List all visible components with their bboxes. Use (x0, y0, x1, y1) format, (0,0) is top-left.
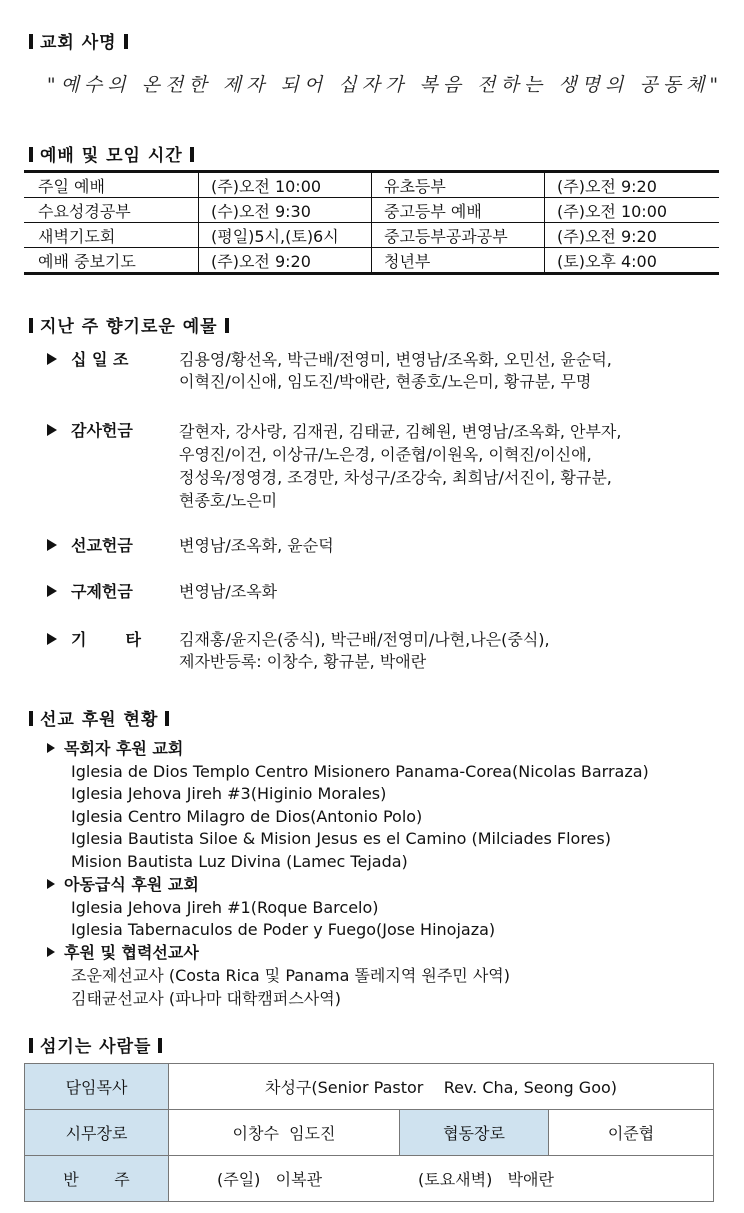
worship-schedule-table (24, 170, 719, 275)
triangle-bullet-icon (47, 947, 55, 957)
missions-heading-text: 선교 후원 현황 (40, 710, 159, 730)
servants-table (24, 1063, 714, 1202)
offering-names (179, 629, 719, 673)
heading-bar (158, 1038, 162, 1053)
offering-label: 구제헌금 (71, 582, 133, 601)
list-item: Iglesia Tabernaculos de Poder y Fuego(Jose Hinojaza) (71, 920, 496, 939)
offering-label: 감사헌금 (71, 421, 133, 440)
accompanist-sunday: (주일) 이복관 (217, 1170, 323, 1189)
offering-names-line: 제자반등록: 이창수, 황규분, 박애란 (179, 652, 427, 671)
service-name: 중고등부공과공부 (372, 223, 545, 248)
list-item: Iglesia Jehova Jireh #1(Roque Barcelo) (71, 898, 379, 917)
service-name: 수요성경공부 (24, 198, 199, 223)
offering-relief (47, 581, 278, 603)
missions-group-heading (47, 942, 199, 964)
worship-heading (29, 141, 194, 166)
triangle-bullet-icon (47, 633, 57, 645)
offering-names-line: 변영남/조옥화 (179, 582, 278, 601)
accompanist-value (169, 1156, 714, 1202)
missions-group-label: 목회자 후원 교회 (64, 739, 184, 758)
offering-tithe (47, 349, 612, 391)
service-time: (주)오전 10:00 (545, 198, 720, 223)
list-item: Mision Bautista Luz Divina (Lamec Tejada) (71, 852, 408, 871)
offering-names (179, 581, 719, 603)
missions-heading (29, 705, 169, 730)
mission-heading-text: 교회 사명 (40, 33, 117, 53)
offering-names-line: 현종호/노은미 (179, 491, 278, 510)
offering-names-line: 우영진/이건, 이상규/노은경, 이준협/이원옥, 이혁진/이신애, (179, 445, 592, 464)
accompanist-label: 반 주 (25, 1156, 169, 1202)
triangle-bullet-icon (47, 353, 57, 365)
servants-heading-text: 섬기는 사람들 (40, 1037, 152, 1057)
table-row (24, 223, 719, 248)
worship-heading-text: 예배 및 모임 시간 (40, 146, 183, 166)
missions-group-heading (47, 738, 183, 760)
list-item: Iglesia Centro Milagro de Dios(Antonio Polo) (71, 807, 423, 826)
associate-elder-value: 이준협 (549, 1110, 714, 1156)
elders-label: 시무장로 (25, 1110, 169, 1156)
offering-names (179, 420, 719, 512)
senior-pastor-value: 차성구(Senior Pastor Rev. Cha, Seong Goo) (169, 1064, 714, 1110)
heading-bar (29, 1038, 33, 1053)
heading-bar (124, 34, 128, 49)
offering-names-line: 김재홍/윤지은(중식), 박근배/전영미/나현,나은(중식), (179, 630, 550, 649)
elders-value: 이창수 임도진 (169, 1110, 400, 1156)
heading-bar (165, 711, 169, 726)
associate-elder-label: 협동장로 (400, 1110, 549, 1156)
heading-bar (29, 711, 33, 726)
table-row (24, 198, 719, 223)
triangle-bullet-icon (47, 585, 57, 597)
service-name: 청년부 (372, 248, 545, 274)
offering-names-line: 갈현자, 강사랑, 김재권, 김태균, 김혜원, 변영남/조옥화, 안부자, (179, 422, 622, 441)
offering-label: 기 타 (71, 630, 141, 649)
heading-bar (190, 147, 194, 162)
service-time: (평일)5시,(토)6시 (199, 223, 372, 248)
service-time: (토)오후 4:00 (557, 251, 657, 271)
offerings-heading (29, 312, 229, 337)
offerings-heading-text: 지난 주 향기로운 예물 (40, 317, 218, 337)
triangle-bullet-icon (47, 879, 55, 889)
triangle-bullet-icon (47, 424, 57, 436)
table-row (24, 248, 719, 274)
service-name: 주일 예배 (24, 172, 199, 198)
offering-missions (47, 535, 334, 557)
service-name: 유초등부 (372, 172, 545, 198)
service-name: 새벽기도회 (24, 223, 199, 248)
servants-heading (29, 1032, 162, 1057)
list-item: Iglesia Jehova Jireh #3(Higinio Morales) (71, 784, 387, 803)
service-time: (주)오전 9:20 (199, 248, 372, 274)
offering-thanksgiving (47, 420, 622, 510)
offering-names-line: 김용영/황선옥, 박근배/전영미, 변영남/조옥화, 오민선, 윤순덕, (179, 350, 612, 369)
heading-bar (29, 34, 33, 49)
missions-group-label: 아동급식 후원 교회 (64, 875, 199, 894)
table-row (24, 172, 719, 198)
offering-names-line: 정성욱/정영경, 조경만, 차성구/조강숙, 최희남/서진이, 황규분, (179, 468, 612, 487)
table-row (25, 1110, 714, 1156)
service-name: 예배 중보기도 (24, 248, 199, 274)
offering-other (47, 629, 550, 671)
offering-label: 십 일 조 (71, 350, 129, 369)
list-item: Iglesia Bautista Siloe & Mision Jesus es el Camino (Milciades Flores) (71, 829, 611, 848)
mission-heading (29, 28, 128, 53)
heading-bar (225, 318, 229, 333)
missions-group-label: 후원 및 협력선교사 (64, 943, 199, 962)
triangle-bullet-icon (47, 743, 55, 753)
heading-bar (29, 318, 33, 333)
service-time: (수)오전 9:30 (199, 198, 372, 223)
table-row (25, 1156, 714, 1202)
accompanist-saturday: (토요새벽) 박애란 (418, 1170, 554, 1189)
mission-statement: "예수의 온전한 제자 되어 십자가 복음 전하는 생명의 공동체" (46, 74, 724, 96)
offering-names-line: 이혁진/이신애, 임도진/박애란, 현종호/노은미, 황규분, 무명 (179, 372, 592, 391)
missions-group-heading (47, 874, 199, 896)
offering-names (179, 535, 719, 557)
list-item: Iglesia de Dios Templo Centro Misionero Panama-Corea(Nicolas Barraza) (71, 762, 649, 781)
service-time: (주)오전 9:20 (545, 172, 720, 198)
service-time: (주)오전 9:20 (545, 223, 720, 248)
list-item: 김태균선교사 (파나마 대학캠퍼스사역) (71, 989, 341, 1008)
list-item: 조운제선교사 (Costa Rica 및 Panama 똘레지역 원주민 사역) (71, 966, 510, 985)
offering-label: 선교헌금 (71, 536, 133, 555)
offering-names (179, 349, 719, 393)
table-row (25, 1064, 714, 1110)
offering-names-line: 변영남/조옥화, 윤순덕 (179, 536, 334, 555)
service-time: (주)오전 10:00 (199, 172, 372, 198)
senior-pastor-label: 담임목사 (25, 1064, 169, 1110)
triangle-bullet-icon (47, 539, 57, 551)
heading-bar (29, 147, 33, 162)
service-name: 중고등부 예배 (372, 198, 545, 223)
